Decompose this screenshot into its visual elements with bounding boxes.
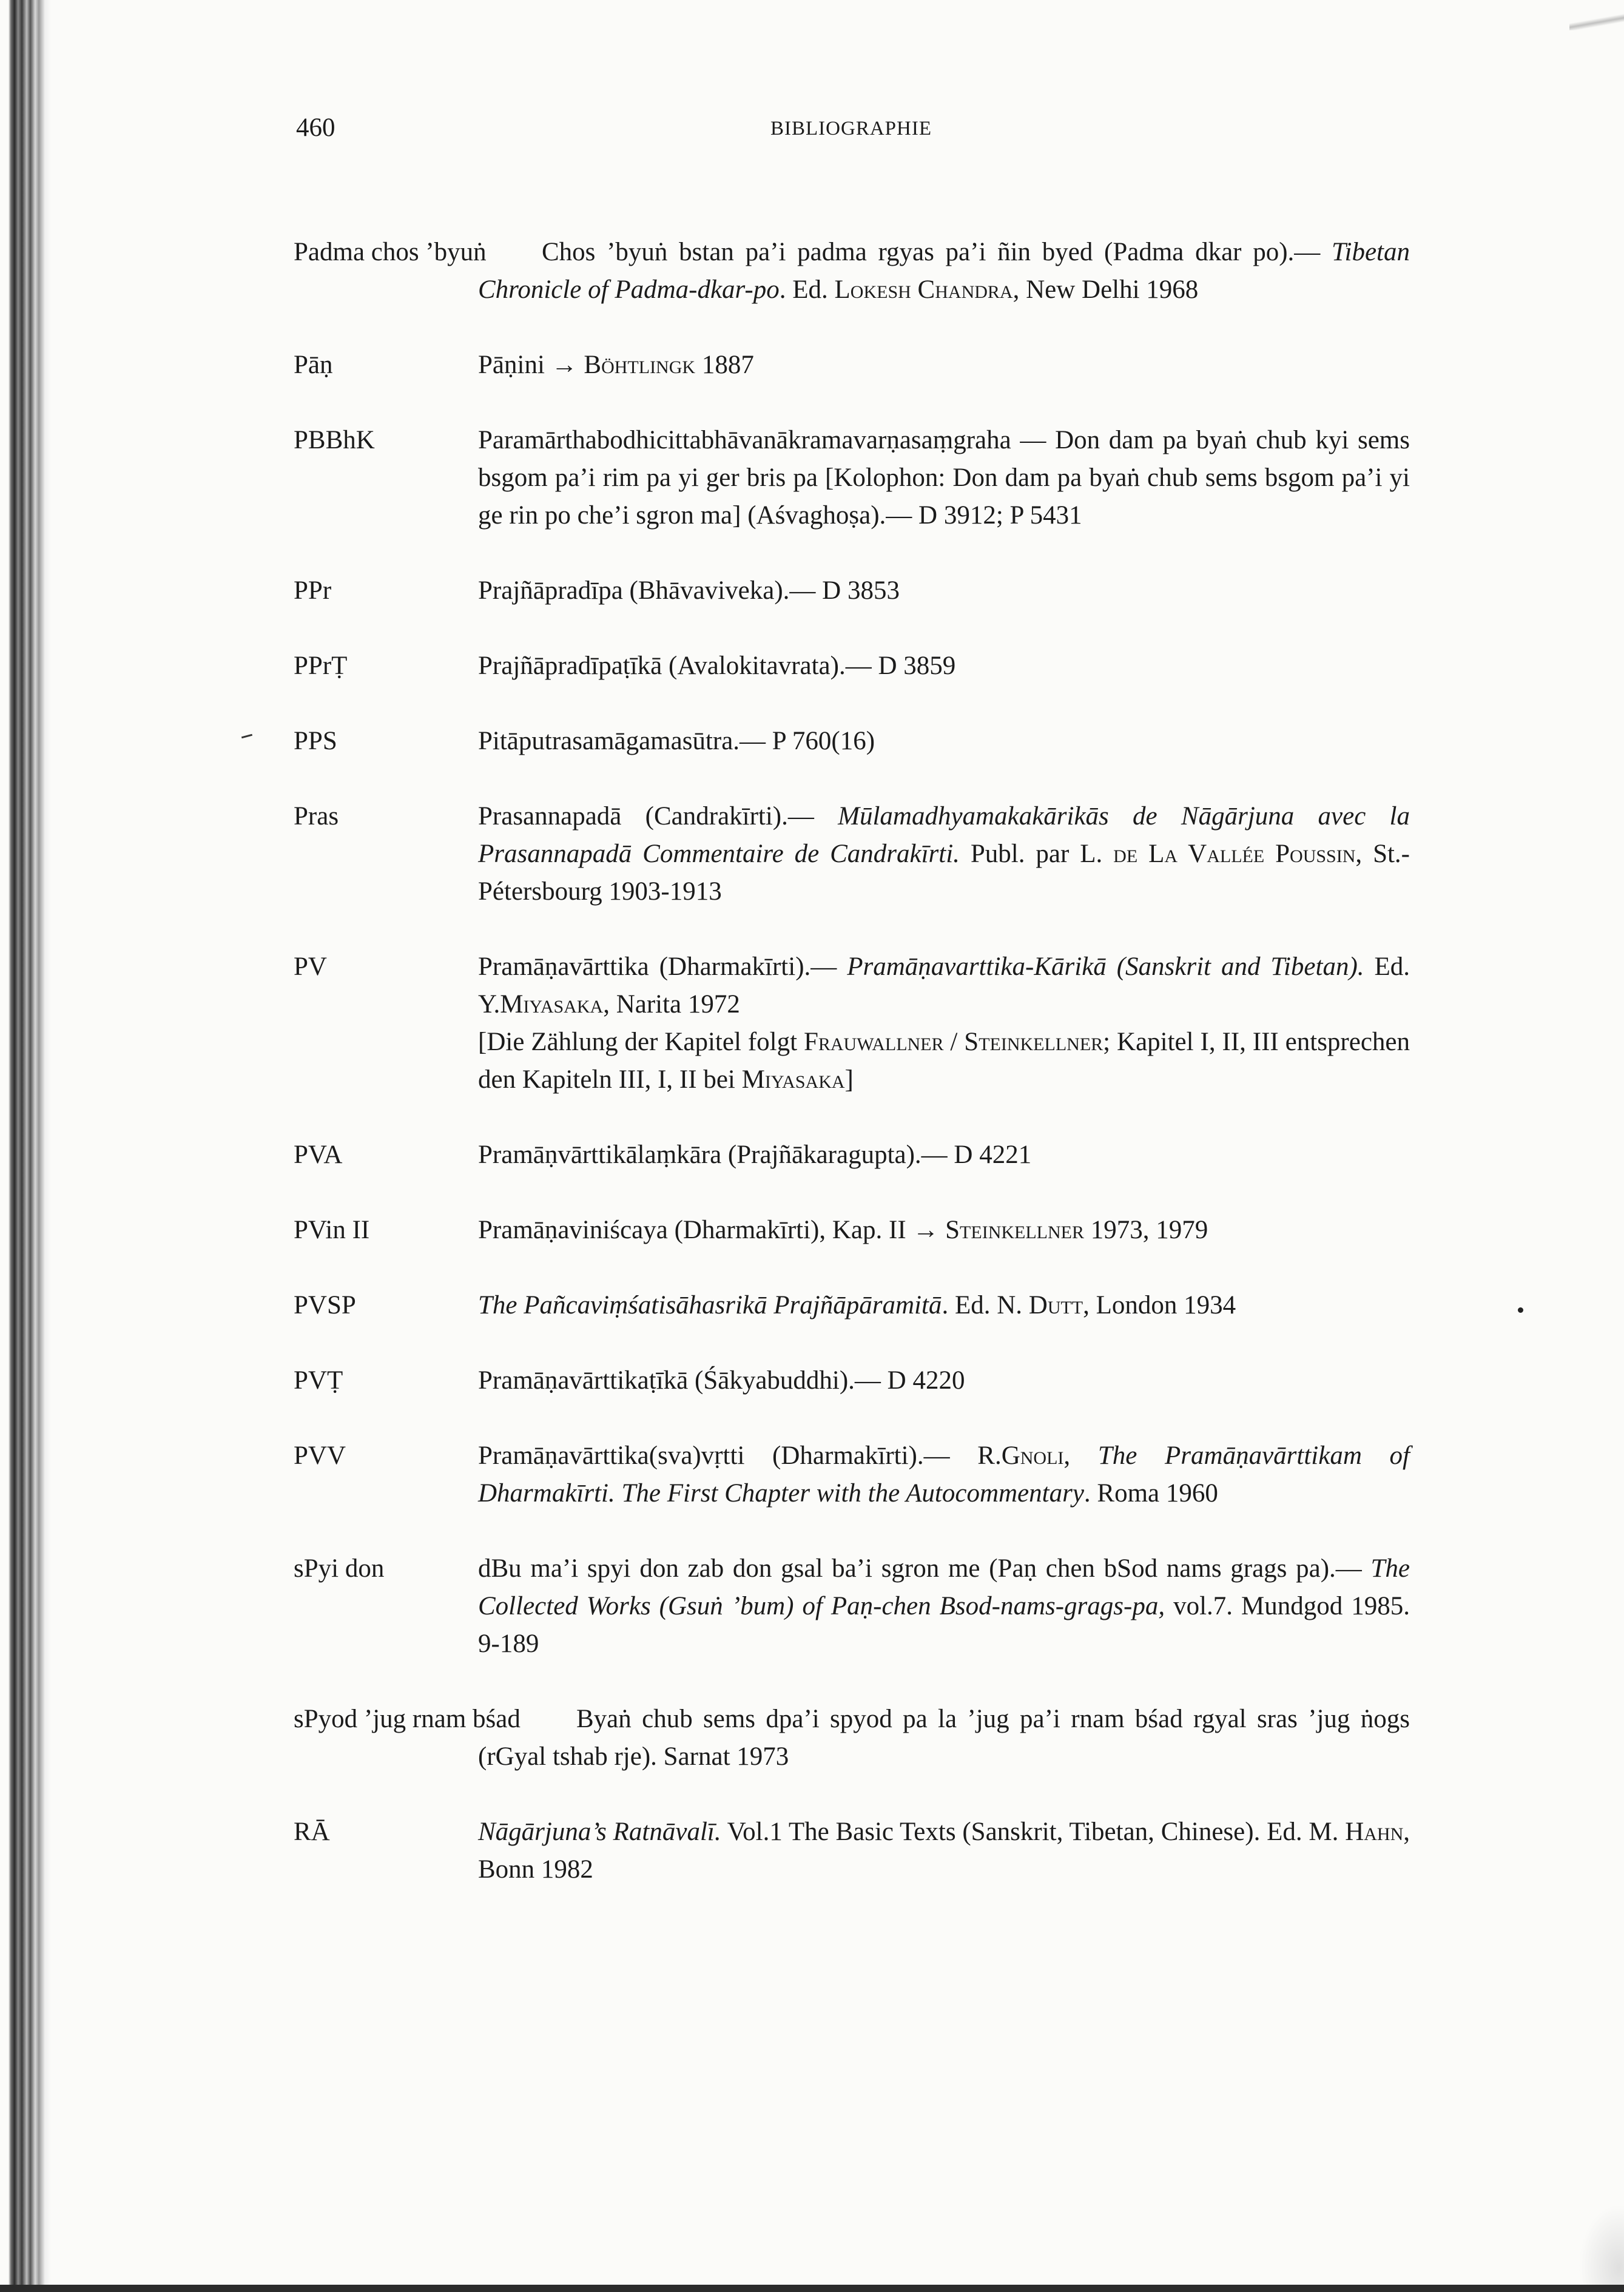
entry-text: Prajñāpradīpa (Bhāvaviveka).— D 3853 (478, 576, 900, 605)
scan-artifact-top-right (1569, 12, 1624, 30)
entry-text: Prasannapadā (Candrakīrti).— (478, 802, 838, 831)
author-name: Miyasaka (741, 1065, 845, 1094)
entry-text: Pramāṇaviniścaya (Dharmakīrti), Kap. II (478, 1216, 913, 1244)
entry-text: [Die Zählung der Kapitel folgt (478, 1028, 804, 1056)
entry-text: Pramāṇavārttika (Dharmakīrti).— (478, 952, 847, 981)
entry-abbreviation: PVin II (294, 1216, 370, 1244)
author-name: Böhtlingk (584, 351, 696, 379)
entry-text: Pitāputrasamāgamasūtra.— P 760(16) (478, 727, 875, 755)
entry-abbreviation: PPr (294, 576, 332, 605)
entry-title-italic: The Pramāṇavārttikam of Dharmakīrti. The First Chapter with the Autocommentary (478, 1441, 1410, 1508)
entry-title-italic: Pramāṇavarttika-Kārikā (Sanskrit and Tibetan). (847, 952, 1364, 981)
entry-description (478, 1437, 1410, 1512)
entry-description (478, 1287, 1410, 1324)
author-name: Frauwallner (803, 1028, 944, 1056)
bibliography-entry (294, 1136, 1410, 1174)
entry-abbreviation: PVA (294, 1141, 343, 1169)
author-name: Hahn (1345, 1818, 1404, 1846)
entry-text: , Bonn 1982 (478, 1818, 1410, 1884)
entry-text: Pramāṇavārttika(sva)vṛtti (Dharmakīrti).— R. (478, 1441, 1002, 1470)
entry-abbreviation: Padma chos ’byuṅ (294, 238, 487, 266)
entry-abbreviation: Pāṇ (294, 351, 333, 379)
bibliography-entry (294, 1700, 1410, 1776)
scan-bottom-edge (0, 2285, 1624, 2292)
entry-text: / (943, 1028, 965, 1056)
bibliography-entry (294, 346, 1410, 384)
entry-text: , New Delhi 1968 (1012, 275, 1199, 304)
entry-text: , (1063, 1441, 1098, 1470)
entry-abbreviation: sPyod ’jug rnam bśad (294, 1705, 521, 1733)
entry-description (478, 422, 1410, 534)
bibliography-entry (294, 948, 1410, 1099)
bibliography-entry (294, 572, 1410, 610)
entry-description (478, 572, 1410, 610)
entry-abbreviation: PVV (294, 1441, 346, 1470)
entry-text: Publ. par L. (959, 840, 1114, 868)
entry-text: , Narita 1972 (603, 990, 740, 1019)
entry-abbreviation: Pras (294, 802, 339, 831)
page-number: 460 (296, 113, 335, 142)
entry-description (478, 1362, 1410, 1400)
entry-abbreviation: PVṬ (294, 1366, 343, 1395)
entry-text: . Roma 1960 (1083, 1479, 1218, 1508)
entry-description (478, 1700, 1410, 1776)
author-name: Steinkellner (945, 1216, 1085, 1244)
author-name: Gnoli (1001, 1441, 1064, 1470)
entry-text: , St.-Pétersbourg 1903-1913 (478, 840, 1410, 906)
entry-text: . Ed. N. (942, 1291, 1029, 1320)
entry-text: Chos ’byuṅ bstan pa’i padma rgyas pa’i ñin byed (Padma dkar po).— (542, 238, 1332, 266)
entry-text: ; Kapitel I, II, III entsprechen den Kapiteln III, I, II bei (478, 1028, 1410, 1094)
entry-description (478, 1813, 1410, 1889)
margin-mark (241, 734, 252, 739)
entry-text: ] (844, 1065, 854, 1094)
entry-title-italic: The Collected Works (Gsuṅ ’bum) of Paṇ-chen Bsod-nams-grags-pa, (478, 1554, 1410, 1620)
entry-abbreviation: PPS (294, 727, 337, 755)
bibliography-entry (294, 422, 1410, 534)
bibliography-entry (294, 1212, 1410, 1249)
entry-abbreviation: sPyi don (294, 1554, 385, 1583)
entry-description (478, 1550, 1410, 1663)
entry-description (478, 1136, 1410, 1174)
entry-text: → (551, 351, 584, 379)
entry-text: Pramāṇavārttikaṭīkā (Śākyabuddhi).— D 4220 (478, 1366, 965, 1395)
bibliography-entry (294, 723, 1410, 760)
entry-text: Vol.1 The Basic Texts (Sanskrit, Tibetan, Chinese). Ed. M. (721, 1818, 1346, 1846)
ink-speck (1518, 1307, 1523, 1313)
bibliography-entry (294, 1362, 1410, 1400)
entry-text: dBu ma’i spyi don zab don gsal ba’i sgron me (Paṇ chen bSod nams grags pa).— (478, 1554, 1371, 1583)
entry-description (478, 723, 1410, 760)
entry-text: Paramārthabodhicittabhāvanākramavarṇasaṃgraha — Don dam pa byaṅ chub kyi sems bsgom pa’i rim pa yi ger bris pa [Kolophon: Don dam pa byaṅ chub sems bsgom pa’i yi ge rin po che’i sgron ma] (Aśvaghoṣa).— D 3912; P 5431 (478, 426, 1410, 530)
entry-description (478, 948, 1410, 1099)
entry-text: 1973, 1979 (1084, 1216, 1208, 1244)
bibliography-list (294, 234, 1410, 1926)
author-name: Steinkellner (964, 1028, 1103, 1056)
author-name: Miyasaka (500, 990, 604, 1019)
entry-description (478, 1212, 1410, 1249)
entry-abbreviation: PBBhK (294, 426, 375, 454)
entry-text: Pramāṇvārttikālaṃkāra (Prajñākaragupta).— D 4221 (478, 1141, 1032, 1169)
author-name: Lokesh Chandra (834, 275, 1013, 304)
running-title: BIBLIOGRAPHIE (770, 118, 932, 140)
entry-abbreviation: RĀ (294, 1818, 330, 1846)
entry-text: Pāṇini (478, 351, 551, 379)
page-header (296, 113, 1406, 149)
entry-text: . Ed. (779, 275, 835, 304)
entry-title-italic: Tibetan Chronicle of Padma-dkar-po (478, 238, 1410, 304)
bibliography-entry (294, 1437, 1410, 1512)
entry-description (478, 346, 1410, 384)
book-binding-shadow (0, 0, 51, 2292)
entry-abbreviation: PV (294, 952, 327, 981)
entry-title-italic: The Pañcaviṃśatisāhasrikā Prajñāpāramitā (478, 1291, 942, 1320)
entry-title-italic: Mūlamadhyamakakārikās de Nāgārjuna avec la Prasannapadā Commentaire de Candrakīrti. (478, 802, 1410, 868)
bibliography-entry (294, 647, 1410, 685)
entry-abbreviation: PVSP (294, 1291, 356, 1320)
bibliography-entry (294, 1550, 1410, 1663)
entry-title-italic: Nāgārjuna’s Ratnāvalī. (478, 1818, 721, 1846)
bibliography-entry (294, 798, 1410, 911)
entry-text: Prajñāpradīpaṭīkā (Avalokitavrata).— D 3859 (478, 652, 956, 680)
scan-artifact-bottom-right (1575, 2200, 1624, 2285)
entry-text: 1887 (695, 351, 754, 379)
author-name: Dutt (1028, 1291, 1083, 1320)
entry-text: , London 1934 (1083, 1291, 1236, 1320)
entry-description (478, 647, 1410, 685)
entry-text: Ed. Y. (478, 952, 1410, 1019)
bibliography-entry (294, 1813, 1410, 1889)
entry-description (478, 798, 1410, 911)
bibliography-entry (294, 1287, 1410, 1324)
bibliography-entry (294, 234, 1410, 309)
author-name: de La Vallée Poussin (1113, 840, 1356, 868)
entry-text: vol.7. Mundgod 1985. 9-189 (478, 1592, 1410, 1658)
entry-text: Byaṅ chub sems dpa’i spyod pa la ’jug pa’i rnam bśad rgyal sras ’jug ṅogs (rGyal tshab rje). Sarnat 1973 (478, 1705, 1410, 1771)
entry-text: → (912, 1216, 946, 1244)
entry-abbreviation: PPrṬ (294, 652, 348, 680)
entry-description (478, 234, 1410, 309)
